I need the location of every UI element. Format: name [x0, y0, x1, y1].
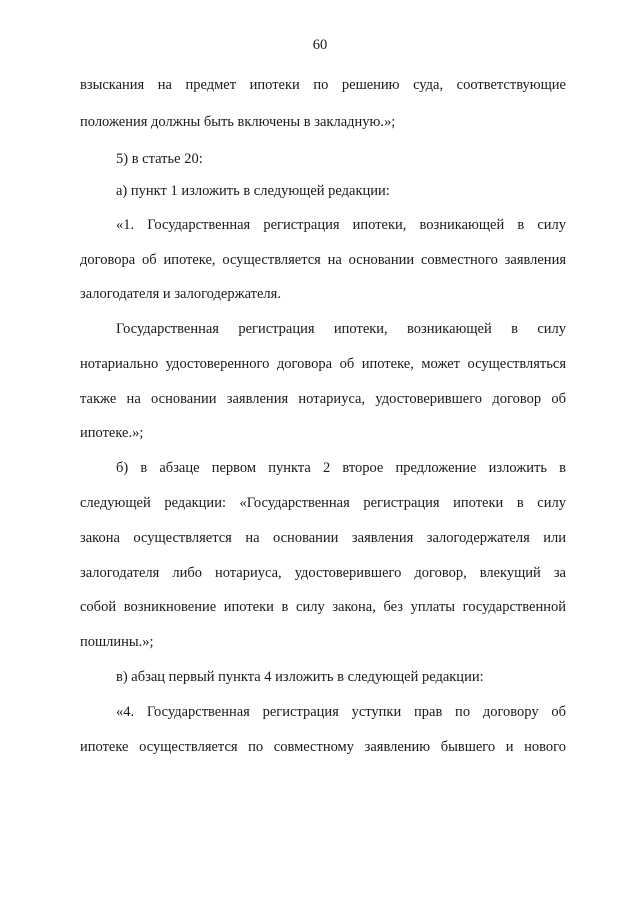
text-line: взыскания на предмет ипотеки по решению суда, соответствующие	[80, 77, 566, 93]
page-number: 60	[312, 37, 328, 53]
text-line: «4. Государственная регистрация уступки прав по договору об	[116, 704, 566, 720]
text-line: 5) в статье 20:	[116, 151, 203, 167]
text-line: в) абзац первый пункта 4 изложить в следующей редакции:	[116, 669, 484, 685]
text-line: залогодателя и залогодержателя.	[80, 286, 281, 302]
text-line: также на основании заявления нотариуса, удостоверившего договор об	[80, 391, 566, 407]
text-line: залогодателя либо нотариуса, удостоверившего договор, влекущий за	[80, 565, 566, 581]
text-line: б) в абзаце первом пункта 2 второе предложение изложить в	[116, 460, 566, 476]
text-line: закона осуществляется на основании заявления залогодержателя или	[80, 530, 566, 546]
text-line: а) пункт 1 изложить в следующей редакции:	[116, 183, 390, 199]
text-line: следующей редакции: «Государственная регистрация ипотеки в силу	[80, 495, 566, 511]
text-line: ипотеке.»;	[80, 425, 144, 441]
text-line: «1. Государственная регистрация ипотеки, возникающей в силу	[116, 217, 566, 233]
text-line: ипотеке осуществляется по совместному заявлению бывшего и нового	[80, 739, 566, 755]
text-line: Государственная регистрация ипотеки, возникающей в силу	[116, 321, 566, 337]
text-line: нотариально удостоверенного договора об ипотеке, может осуществляться	[80, 356, 566, 372]
text-line: договора об ипотеке, осуществляется на основании совместного заявления	[80, 252, 566, 268]
text-line: положения должны быть включены в закладную.»;	[80, 114, 396, 130]
text-line: пошлины.»;	[80, 634, 154, 650]
text-line: собой возникновение ипотеки в силу закона, без уплаты государственной	[80, 599, 566, 615]
